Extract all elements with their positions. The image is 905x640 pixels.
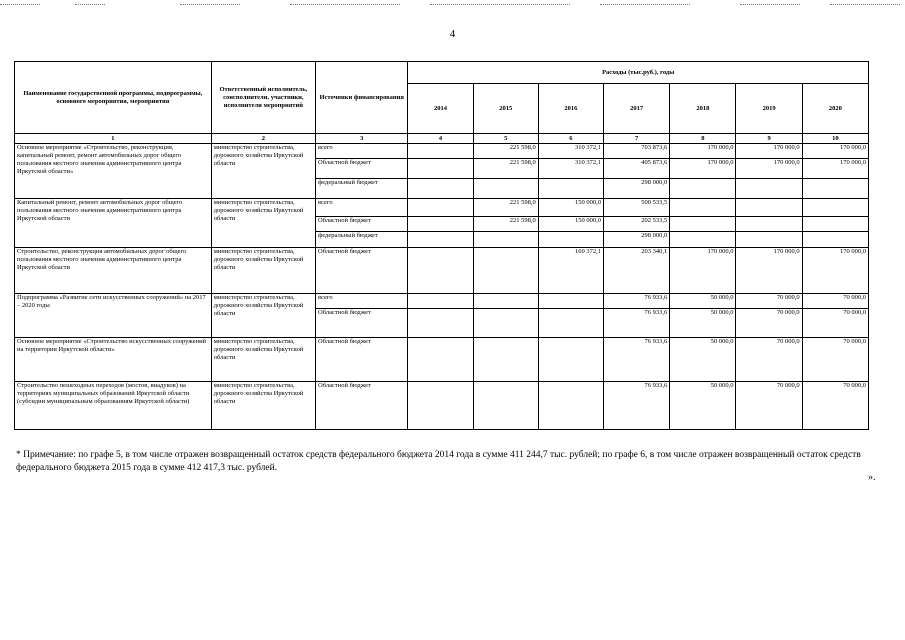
- funding-source: федеральный бюджет: [316, 232, 408, 248]
- expense-value: 70 000,0: [802, 294, 868, 309]
- expense-value: 70 000,0: [736, 382, 802, 430]
- responsible-executor: министерство строительства, дорожного хозяйства Иркутской области: [211, 144, 315, 199]
- expense-value: 170 000,0: [802, 159, 868, 179]
- year-header: 2016: [538, 84, 603, 134]
- expense-value: 70 000,0: [802, 309, 868, 338]
- expense-value: [408, 217, 473, 232]
- expense-value: 221 598,0: [473, 199, 538, 217]
- funding-source: всего: [316, 144, 408, 159]
- column-number: 8: [670, 134, 736, 144]
- funding-source: Областной бюджет: [316, 382, 408, 430]
- table-row: [15, 199, 869, 217]
- expense-value: 76 933,6: [604, 309, 670, 338]
- table-row: [15, 382, 869, 430]
- funding-source: Областной бюджет: [316, 338, 408, 382]
- funding-source: Областной бюджет: [316, 159, 408, 179]
- program-name: Капитальный ремонт, ремонт автомобильных дорог общего пользования местного значения административного центра Иркутской области: [15, 199, 212, 248]
- funding-source: федеральный бюджет: [316, 179, 408, 199]
- expense-value: 50 000,0: [670, 382, 736, 430]
- expense-value: [538, 294, 603, 309]
- program-name: Строительство, реконструкция автомобильных дорог общего пользования местного значения административного центра Иркутской области: [15, 248, 212, 294]
- scan-top-artifact: [0, 4, 905, 8]
- expense-value: 170 000,0: [670, 248, 736, 294]
- expense-value: [670, 217, 736, 232]
- expense-value: [736, 179, 802, 199]
- expense-value: [736, 217, 802, 232]
- expense-value: [473, 382, 538, 430]
- column-number: 10: [802, 134, 868, 144]
- expense-value: 170 000,0: [802, 248, 868, 294]
- program-name: Строительство пешеходных переходов (мостов, виадуков) на территориях муниципальных образований Иркутской области (субсидии муниципальным образованиям Иркутской области): [15, 382, 212, 430]
- column-number: 1: [15, 134, 212, 144]
- expense-value: [473, 179, 538, 199]
- expense-value: 70 000,0: [736, 294, 802, 309]
- expense-value: 70 000,0: [736, 338, 802, 382]
- expense-value: [473, 338, 538, 382]
- header-expenses: Расходы (тыс.руб.), годы: [408, 62, 869, 84]
- expense-value: 50 000,0: [670, 309, 736, 338]
- expense-value: [408, 179, 473, 199]
- expense-value: [473, 232, 538, 248]
- expense-value: [802, 232, 868, 248]
- expense-value: 298 000,0: [604, 232, 670, 248]
- expense-value: [538, 382, 603, 430]
- table-row: [15, 294, 869, 309]
- expense-value: 310 372,1: [538, 159, 603, 179]
- funding-source: Областной бюджет: [316, 217, 408, 232]
- expense-value: [538, 179, 603, 199]
- table-row: [15, 248, 869, 294]
- funding-source: Областной бюджет: [316, 248, 408, 294]
- expense-value: 170 000,0: [670, 144, 736, 159]
- expense-value: 70 000,0: [802, 382, 868, 430]
- column-number: 5: [473, 134, 538, 144]
- funding-source: Областной бюджет: [316, 309, 408, 338]
- expense-value: 170 000,0: [736, 248, 802, 294]
- year-header: 2015: [473, 84, 538, 134]
- budget-table: [14, 61, 869, 430]
- expense-value: [802, 179, 868, 199]
- expense-value: 150 000,0: [538, 199, 603, 217]
- expense-value: [408, 159, 473, 179]
- responsible-executor: министерство строительства, дорожного хозяйства Иркутской области: [211, 294, 315, 338]
- expense-value: 202 533,5: [604, 217, 670, 232]
- responsible-executor: министерство строительства, дорожного хозяйства Иркутской области: [211, 199, 315, 248]
- year-header: 2020: [802, 84, 868, 134]
- expense-value: [736, 199, 802, 217]
- expense-value: 76 933,6: [604, 382, 670, 430]
- expense-value: 500 533,5: [604, 199, 670, 217]
- header-responsible: Ответственный исполнитель, соисполнители, участники, исполнители мероприятий: [211, 62, 315, 134]
- header-source: Источники финансирования: [316, 62, 408, 134]
- expense-value: [670, 232, 736, 248]
- expense-value: 76 933,6: [604, 338, 670, 382]
- table-row: [15, 338, 869, 382]
- expense-value: 405 873,6: [604, 159, 670, 179]
- program-name: Подпрограмма «Развитие сети искусственных сооружений» на 2017 – 2020 годы: [15, 294, 212, 338]
- year-header: 2019: [736, 84, 802, 134]
- column-number: 2: [211, 134, 315, 144]
- expense-value: 70 000,0: [736, 309, 802, 338]
- header-name: Наименование государственной программы, подпрограммы, основного мероприятия, мероприятия: [15, 62, 212, 134]
- expense-value: [408, 232, 473, 248]
- expense-value: [736, 232, 802, 248]
- responsible-executor: министерство строительства, дорожного хозяйства Иркутской области: [211, 382, 315, 430]
- year-header: 2018: [670, 84, 736, 134]
- column-number: 6: [538, 134, 603, 144]
- page-number: 4: [449, 28, 456, 40]
- expense-value: [408, 199, 473, 217]
- year-header: 2017: [604, 84, 670, 134]
- expense-value: [473, 294, 538, 309]
- year-header: 2014: [408, 84, 473, 134]
- expense-value: 76 933,6: [604, 294, 670, 309]
- expense-value: [802, 217, 868, 232]
- expense-value: 703 873,6: [604, 144, 670, 159]
- footnote: * Примечание: по графе 5, в том числе отражен возвращенный остаток средств федерального бюджета 2014 года в сумме 411 244,7 тыс. рублей; по графе 6, в том числе отражен возвращенный остаток средств федерального бюджета 2015 года в сумме 412 417,3 тыс. рублей.: [16, 450, 861, 473]
- expense-value: 70 000,0: [802, 338, 868, 382]
- expense-value: 170 000,0: [670, 159, 736, 179]
- expense-value: [408, 338, 473, 382]
- table-row: [15, 144, 869, 159]
- expense-value: [408, 309, 473, 338]
- responsible-executor: министерство строительства, дорожного хозяйства Иркутской области: [211, 248, 315, 294]
- expense-value: 170 000,0: [736, 144, 802, 159]
- expense-value: 310 372,1: [538, 144, 603, 159]
- expense-value: 221 598,0: [473, 159, 538, 179]
- expense-value: 221 598,0: [473, 144, 538, 159]
- expense-value: [538, 338, 603, 382]
- expense-value: 160 372,1: [538, 248, 603, 294]
- expense-value: [473, 248, 538, 294]
- funding-source: всего: [316, 199, 408, 217]
- expense-value: 170 000,0: [736, 159, 802, 179]
- expense-value: 221 598,0: [473, 217, 538, 232]
- responsible-executor: министерство строительства, дорожного хозяйства Иркутской области: [211, 338, 315, 382]
- funding-source: всего: [316, 294, 408, 309]
- expense-value: 150 000,0: [538, 217, 603, 232]
- expense-value: 50 000,0: [670, 338, 736, 382]
- expense-value: 298 000,0: [604, 179, 670, 199]
- expense-value: [670, 199, 736, 217]
- column-number: 4: [408, 134, 473, 144]
- expense-value: [802, 199, 868, 217]
- expense-value: [408, 294, 473, 309]
- program-name: Основное мероприятие «Строительство, реконструкция, капитальный ремонт, ремонт автомобильных дорог общего пользования местного значения административного центра Иркутской области»: [15, 144, 212, 199]
- expense-value: [538, 309, 603, 338]
- expense-value: [408, 382, 473, 430]
- expense-value: [538, 232, 603, 248]
- end-quote: ».: [868, 472, 876, 483]
- expense-value: 203 340,1: [604, 248, 670, 294]
- column-number: 3: [316, 134, 408, 144]
- program-name: Основное мероприятие «Строительство искусственных сооружений на территории Иркутской области»: [15, 338, 212, 382]
- expense-value: 170 000,0: [802, 144, 868, 159]
- expense-value: 50 000,0: [670, 294, 736, 309]
- expense-value: [670, 179, 736, 199]
- column-number: 7: [604, 134, 670, 144]
- expense-value: [473, 309, 538, 338]
- expense-value: [408, 144, 473, 159]
- column-number: 9: [736, 134, 802, 144]
- expense-value: [408, 248, 473, 294]
